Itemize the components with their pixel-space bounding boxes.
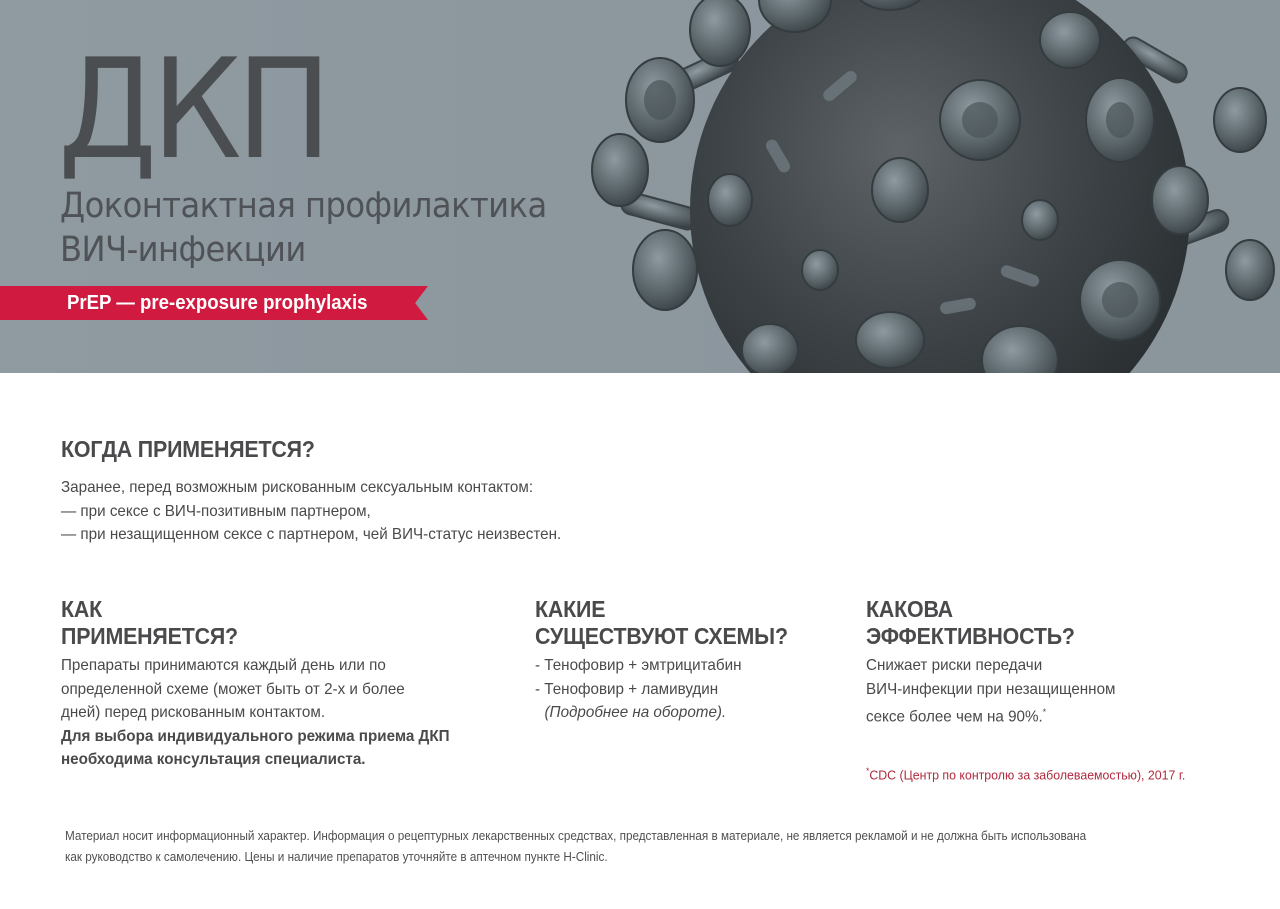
footnote-marker: *: [1042, 707, 1047, 717]
subtitle-line: Доконтактная профилактика: [60, 186, 547, 226]
ribbon-label: PrEP — pre-exposure prophylaxis: [67, 292, 368, 314]
text-line: Заранее, перед возможным рискованным сексуальным контактом:: [61, 479, 534, 496]
efficacy-value: сексе более чем на 90%.: [866, 708, 1043, 726]
heading-line: КАК: [61, 596, 103, 622]
how-text: [61, 654, 450, 772]
efficacy-text: [866, 654, 1115, 729]
text-line: ВИЧ-инфекции при незащищенном: [866, 680, 1116, 698]
scheme-item: - Тенофовир + эмтрицитабин: [535, 657, 742, 674]
text-line: — при незащищенном сексе с партнером, чей ВИЧ-статус неизвестен.: [61, 526, 562, 543]
text-line-bold: необходима консультация специалиста.: [61, 751, 366, 768]
schemes-text: [535, 654, 741, 725]
virus-illustration: [560, 0, 1280, 373]
when-text: [61, 476, 561, 547]
heading-line: ПРИМЕНЯЕТСЯ?: [61, 623, 238, 649]
footnote-asterisk: *: [866, 766, 870, 776]
how-heading: [61, 596, 238, 650]
efficacy-heading: [866, 596, 1075, 650]
when-heading: КОГДА ПРИМЕНЯЕТСЯ?: [61, 436, 315, 462]
text-line: Препараты принимаются каждый день или по: [61, 657, 386, 674]
text-line: дней) перед рискованным контактом.: [61, 704, 326, 721]
text-line: Снижает риски передачи: [866, 657, 1043, 674]
scheme-item: - Тенофовир + ламивудин: [535, 680, 719, 698]
schemes-heading: [535, 596, 788, 650]
disclaimer: [65, 826, 1172, 868]
scheme-note: (Подробнее на обороте).: [544, 704, 727, 721]
heading-line: КАКОВА: [866, 596, 953, 622]
heading-line: КАКИЕ: [535, 596, 606, 622]
page-subtitle: [60, 184, 575, 272]
text-line: [866, 701, 1115, 729]
footnote-text: CDC (Центр по контролю за заболеваемостью), 2017 г.: [869, 767, 1186, 783]
footnote: [866, 766, 1185, 782]
text-line: определенной схеме (может быть от 2-х и более: [61, 680, 405, 698]
text-line: — при сексе с ВИЧ-позитивным партнером,: [61, 502, 371, 520]
text-line-bold: Для выбора индивидуального режима приема ДКП: [61, 727, 450, 745]
subtitle-line: ВИЧ-инфекции: [60, 230, 306, 270]
header-banner: [0, 0, 1280, 373]
page-title: ДКП: [58, 29, 327, 190]
disclaimer-line: как руководство к самолечению. Цены и наличие препаратов уточняйте в аптечном пункте H-Clinic.: [65, 850, 608, 864]
heading-line: СУЩЕСТВУЮТ СХЕМЫ?: [535, 623, 788, 649]
disclaimer-line: Материал носит информационный характер. Информация о рецептурных лекарственных средствах, представленная в материале, не является рекламой и не должна быть использована: [65, 829, 1087, 843]
heading-line: ЭФФЕКТИВНОСТЬ?: [866, 623, 1075, 649]
